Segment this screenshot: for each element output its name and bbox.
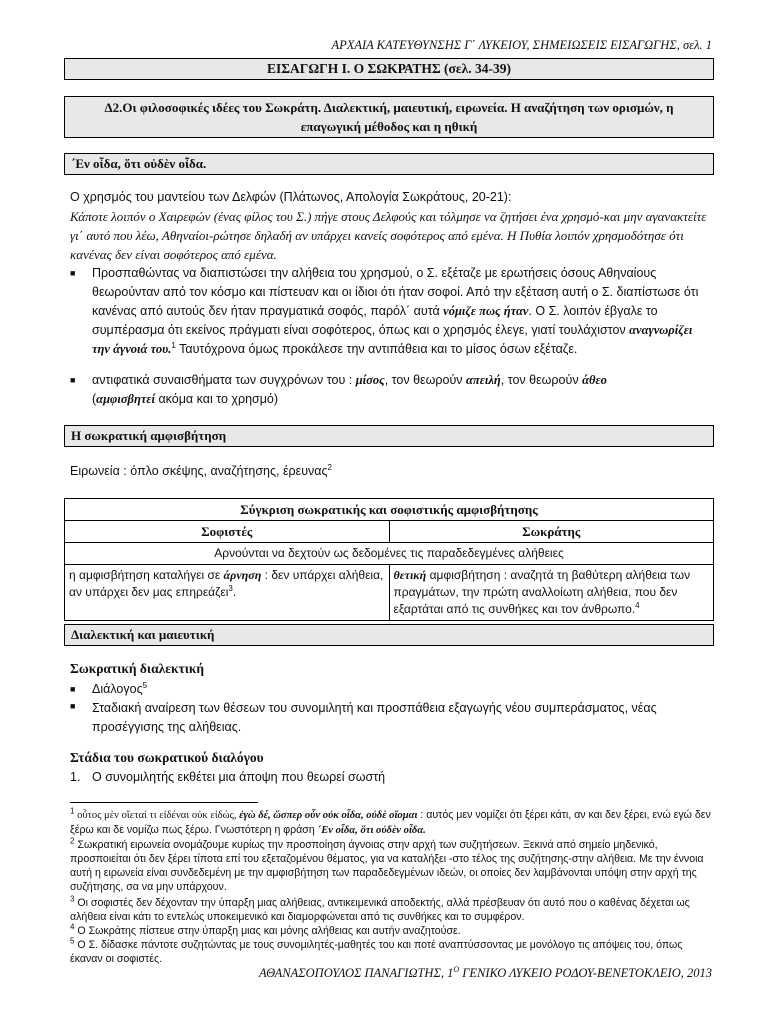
bullet-contemporaries-feelings: ■ αντιφατικά συναισθήματα των συγχρόνων του : μίσος, τον θεωρούν απειλή, τον θεωρούν άθεο (αμφισβητεί ακόμα και το χρησμό) xyxy=(70,373,607,406)
comparison-table xyxy=(64,498,714,621)
subheading-dialogue-stages: Στάδια του σωκρατικού διαλόγου xyxy=(70,750,264,765)
footnote-2: $^2$ Σωκρατική ειρωνεία ονομάζουμε κυρίως την προσποίηση άγνοιας στην αρχή των συζητήσεων. Ξεκινά από σημείο μηδενικό, προσποιείται ότι δεν ξέρει τίποτα επί του εξεταζομένου θέματος, για να καταλήξει -στο τέλος της συζήτησης-στην αλήθεια. Με την έννοια αυτή η ειρωνεία είναι συνδεδεμένη με την αμφισβήτηση των παραδεδεγμένων ιδεών, οι οποίες δεν λαμβάνονται υπόψη στην αρχή της συζήτησης, σα να μην υπάρχουν. xyxy=(70,836,704,893)
list-item-dialogue: ■ Διάλογος$^5$ xyxy=(92,680,712,699)
section-heading-socratic-doubt: Η σωκρατική αμφισβήτηση xyxy=(64,425,714,447)
section-heading-dialectic: Διαλεκτική και μαιευτική xyxy=(64,624,714,646)
footnote-3: $^3$ Οι σοφιστές δεν δέχονταν την ύπαρξη μιας αλήθειας, αντικειμενικά αποδεκτής, αλλά πρέσβευαν ότι αυτό που ο καθένας δέχεται ως αλήθεια είναι κάτι το εντελώς υποκειμενικό και διαμορφώνεται από τις συνθήκες και το συμφέρον. xyxy=(70,894,690,923)
cell-sophists-doubt: η αμφισβήτηση καταλήγει σε άρνηση : δεν υπάρχει αλήθεια, αν υπάρχει δεν μας επηρεάζει$^3$. xyxy=(65,565,390,621)
page-title: ΕΙΣΑΓΩΓΗ Ι. Ο ΣΩΚΡΑΤΗΣ (σελ. 34-39) xyxy=(64,58,714,80)
topic-heading-line2: επαγωγική μέθοδος και η ηθική xyxy=(300,119,478,134)
footnote-5: $^5$ Ο Σ. δίδασκε πάντοτε συζητώντας με τους συνομιλητές-μαθητές του και ποτέ αναπτύσσοντας με μονόλογο τις απόψεις του, όπως έκαναν οι σοφιστές. xyxy=(70,936,683,965)
topic-heading xyxy=(64,96,714,138)
oracle-intro: Ο χρησμός του μαντείου των Δελφών (Πλάτωνος, Απολογία Σωκράτους, 20-21): xyxy=(70,190,512,204)
apology-quote: Κάποτε λοιπόν ο Χαιρεφών (ένας φίλος του Σ.) πήγε στους Δελφούς και τόλμησε να ζητήσει ένα χρησμό-και μην αγανακτείτε γι΄ αυτό που λέω, Αθηναίοι-ρώτησε δηλαδή αν υπάρχει κανείς σοφότερος από εμένα. Η Πυθία λοιπόν χρησμοδότησε ότι κανένας δεν είναι σοφότερος από εμένα. xyxy=(70,209,707,262)
stage-1: Ο συνομιλητής εκθέτει μια άποψη που θεωρεί σωστή xyxy=(92,770,386,784)
list-item-refutation: Σταδιακή αναίρεση των θέσεων του συνομιλητή και προσπάθεια εξαγωγής νέου συμπεράσματος, νέας προσέγγισης της αλήθειας. xyxy=(92,701,657,734)
cell-socrates-doubt: θετική αμφισβήτηση : αναζητά τη βαθύτερη αλήθεια των πραγμάτων, την πρώτη αναλλοίωτη αλήθεια, που δεν εξαρτάται από τις συνθήκες και τον άνθρωπο.$^4$ xyxy=(389,565,714,621)
footnote-ref-3[interactable]: 3 xyxy=(228,584,233,593)
footnote-ref-5[interactable]: 5 xyxy=(142,680,148,690)
topic-heading-line1: Δ2.Οι φιλοσοφικές ιδέες του Σωκράτη. Διαλεκτική, μαιευτική, ειρωνεία. Η αναζήτηση των ορισμών, η xyxy=(104,100,674,115)
page-header: ΑΡΧΑΙΑ ΚΑΤΕΥΘΥΝΣΗΣ Γ΄ ΛΥΚΕΙΟΥ, ΣΗΜΕΙΩΣΕΙΣ ΕΙΣΑΓΩΓΗΣ, σελ. 1 xyxy=(331,38,712,52)
footnote-4: $^4$ Ο Σωκράτης πίστευε στην ύπαρξη μιας και μόνης αλήθειας και αυτήν αναζητούσε. xyxy=(70,922,461,937)
footnote-ref-1[interactable]: 1 xyxy=(171,340,176,350)
column-header-socrates: Σωκράτης xyxy=(389,521,714,543)
irony-definition: Ειρωνεία : όπλο σκέψης, αναζήτησης, έρευνας$^2$ xyxy=(70,462,332,478)
subheading-socratic-dialectic: Σωκρατική διαλεκτική xyxy=(70,661,205,676)
bullet-square-icon: ■ xyxy=(70,701,76,711)
column-header-sophists: Σοφιστές xyxy=(65,521,390,543)
page-footer: ΑΘΑΝΑΣΟΠΟΥΛΟΣ ΠΑΝΑΓΙΩΤΗΣ, $1^O$ ΓΕΝΙΚΟ ΛΥΚΕΙΟ ΡΟΔΟΥ-ΒΕΝΕΤΟΚΛΕΙΟ, 2013 xyxy=(259,964,712,980)
bullet-square-icon: ■ xyxy=(70,268,76,278)
bullet-square-icon: ■ xyxy=(70,375,76,385)
footnote-1: $^1$ οὗτος μὲν οἴεταί τι εἰδέναι οὐκ εἰδώς, ἐγὼ δέ, ὥσπερ οὖν οὐκ οἶδα, οὐδὲ οἴομαι : αυτός μεν νομίζει ότι ξέρει κάτι, αν και δεν ξέρει, ενώ εγώ δεν ξέρω και δε νομίζω πως ξέρω. Γνωστότερη η φράση ΄Εν οἶδα, ὅτι οὐδὲν οἶδα. xyxy=(70,806,711,836)
stage-number: 1. xyxy=(70,770,81,784)
shared-row: Αρνούνται να δεχτούν ως δεδομένες τις παραδεδεγμένες αλήθειες xyxy=(65,543,714,565)
footnote-divider xyxy=(70,802,258,803)
bullet-oracle-examination: ■ Προσπαθώντας να διαπιστώσει την αλήθεια του χρησμού, ο Σ. εξέταζε με ερωτήσεις όσους Αθηναίους θεωρούνταν από τον κόσμο και πίστευαν και οι ίδιοι ότι ήταν σοφοί. Από την εξέταση αυτή ο Σ. διαπίστωσε ότι κανένας από αυτούς δεν ήταν πραγματικά σοφός, παρόλ΄ αυτά νόμιζε πως ήταν. Ο Σ. λοιπόν έβγαλε το συμπέρασμα ότι εκείνος πράγματι είναι σοφότερος, όπως και ο χρησμός έλεγε, γιατί τουλάχιστον αναγνωρίζει την άγνοιά του.$^1$ Ταυτόχρονα όμως προκάλεσε την αντιπάθεια και το μίσος όσων εξέταζε. xyxy=(70,266,699,356)
footnote-ref-2[interactable]: 2 xyxy=(327,462,332,472)
footnote-ref-4[interactable]: 4 xyxy=(635,601,640,610)
bullet-square-icon: ■ xyxy=(70,684,76,694)
comparison-table-caption: Σύγκριση σωκρατικής και σοφιστικής αμφισβήτησης xyxy=(65,499,714,521)
section-heading-socratic-ignorance: ΄Εν οἶδα, ὅτι οὐδὲν οἶδα. xyxy=(64,153,714,175)
